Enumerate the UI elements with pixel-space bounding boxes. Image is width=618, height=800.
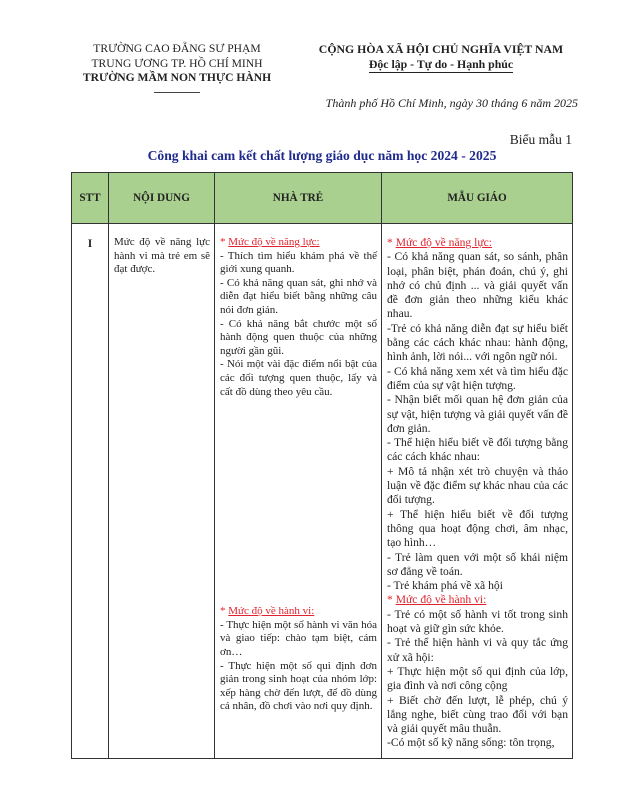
date-line: Thành phố Hồ Chí Minh, ngày 30 tháng 6 năm 2025 <box>325 96 578 110</box>
school-name: TRƯỜNG MẦM NON THỰC HÀNH <box>82 71 272 84</box>
column-header-mau-giao: MẪU GIÁO <box>382 173 573 224</box>
form-number: Biểu mẫu 1 <box>509 132 572 147</box>
country-name: CỘNG HÒA XÃ HỘI CHỦ NGHĨA VIỆT NAM <box>318 42 564 56</box>
list-item: - Nói một vài đặc điểm nổi bật của các đối tượng quen thuộc, lấy và cất đồ dùng theo yêu cầu. <box>220 358 377 398</box>
list-item: - Thực hiện một số qui định đơn giản trong sinh hoạt của nhóm lớp: xếp hàng chờ đến lượt, để đồ dùng cá nhân, đồ chơi vào nơi quy định. <box>220 659 377 713</box>
section-title: Mức độ về hành vi: <box>395 593 487 607</box>
list-item: - Có khả năng quan sát, so sánh, phân loại, phân biệt, phán đoán, chú ý, ghi nhớ có chủ định ... và giải quyết vấn đề đơn giản theo những kiểu khác nhau. <box>387 250 568 321</box>
list-item: - Trẻ thể hiện hành vi và quy tắc ứng xử xã hội: <box>387 636 568 664</box>
section-title: Mức độ về năng lực: <box>395 236 492 249</box>
mau-giao-cell <box>382 224 573 759</box>
nha-tre-content <box>215 224 381 714</box>
list-item: - Nhận biết mối quan hệ đơn giản của sự vật, hiện tượng và giải quyết vấn đề đơn giản. <box>387 393 568 435</box>
mau-giao-content <box>382 224 572 751</box>
list-item: + Thực hiện một số qui định của lớp, gia đình và nơi công cộng <box>387 664 568 693</box>
list-item: - Trẻ làm quen với một số khái niệm sơ đẳng về toán. <box>387 550 568 578</box>
list-item: - Có khả năng quan sát, ghi nhớ và diễn đạt hiểu biết bằng những câu nói đơn giản. <box>220 276 377 316</box>
school-header <box>62 42 292 93</box>
document-title: Công khai cam kết chất lượng giáo dục năm học 2024 - 2025 <box>147 148 497 163</box>
stt-cell <box>72 224 109 759</box>
bullet-star: * <box>220 236 229 248</box>
nha-tre-cell <box>215 224 382 759</box>
mau-giao-competence-heading <box>387 236 568 250</box>
mau-giao-behavior-heading <box>387 593 568 607</box>
list-item: - Trẻ có một số hành vi tốt trong sinh hoạt và giữ gìn sức khỏe. <box>387 607 568 636</box>
section-title: Mức độ về hành vi: <box>228 605 315 618</box>
nha-tre-competence-heading <box>220 236 377 250</box>
list-item: -Có một số kỹ năng sống: tôn trọng, <box>387 736 555 750</box>
list-item: + Mô tả nhận xét trò chuyện và thảo luận về đặc điểm sự khác nhau của các đối tượng. <box>387 464 568 507</box>
list-item: - Trẻ khám phá về xã hội <box>387 579 503 593</box>
header-divider <box>154 92 200 93</box>
column-header-stt: STT <box>72 173 109 224</box>
school-parent-line1: TRƯỜNG CAO ĐẲNG SƯ PHẠM <box>93 42 261 55</box>
table-header-row <box>72 173 573 224</box>
commitment-table <box>71 172 573 759</box>
school-parent-line2: TRUNG ƯƠNG TP. HỒ CHÍ MINH <box>91 56 263 70</box>
list-item: - Thích tìm hiểu khám phá về thế giới xung quanh. <box>220 249 377 276</box>
content-text: Mức độ về năng lực hành vi mà trẻ em sẽ đạt được. <box>114 236 210 276</box>
list-item: - Có khả năng xem xét và tìm hiểu đặc điểm của sự vật hiện tượng. <box>387 364 568 392</box>
table-row <box>72 224 573 759</box>
national-motto: Độc lập - Tự do - Hạnh phúc <box>369 57 513 74</box>
bullet-star: * <box>387 236 396 249</box>
spacer <box>220 399 377 605</box>
list-item: - Thực hiện một số hành vi văn hóa và giao tiếp: chào tạm biệt, cám ơn… <box>220 618 377 658</box>
list-item: -Trẻ có khả năng diễn đạt sự hiểu biết bằng các cách khác nhau: hành động, hình ảnh, lời nói... với ngôn ngữ nói. <box>387 321 568 364</box>
nha-tre-behavior-heading <box>220 605 377 619</box>
list-item: + Biết chờ đến lượt, lễ phép, chú ý lắng nghe, biết cùng trao đổi với bạn và giải quyết mâu thuẫn. <box>387 693 568 736</box>
column-header-noi-dung: NỘI DUNG <box>109 173 215 224</box>
column-header-nha-tre: NHÀ TRẺ <box>215 173 382 224</box>
national-header <box>296 42 586 73</box>
section-title: Mức độ về năng lực: <box>228 236 320 248</box>
content-cell <box>109 224 215 759</box>
list-item: + Thể hiện hiểu biết về đối tượng thông qua hoạt động chơi, âm nhạc, tạo hình… <box>387 507 568 550</box>
list-item: - Có khả năng bắt chước một số hành động quen thuộc của những người gần gũi. <box>220 317 377 357</box>
bullet-star: * <box>220 605 229 618</box>
stt-value: I <box>87 238 93 250</box>
bullet-star: * <box>387 593 396 607</box>
list-item: - Thể hiện hiểu biết về đối tượng bằng các cách khác nhau: <box>387 436 568 464</box>
